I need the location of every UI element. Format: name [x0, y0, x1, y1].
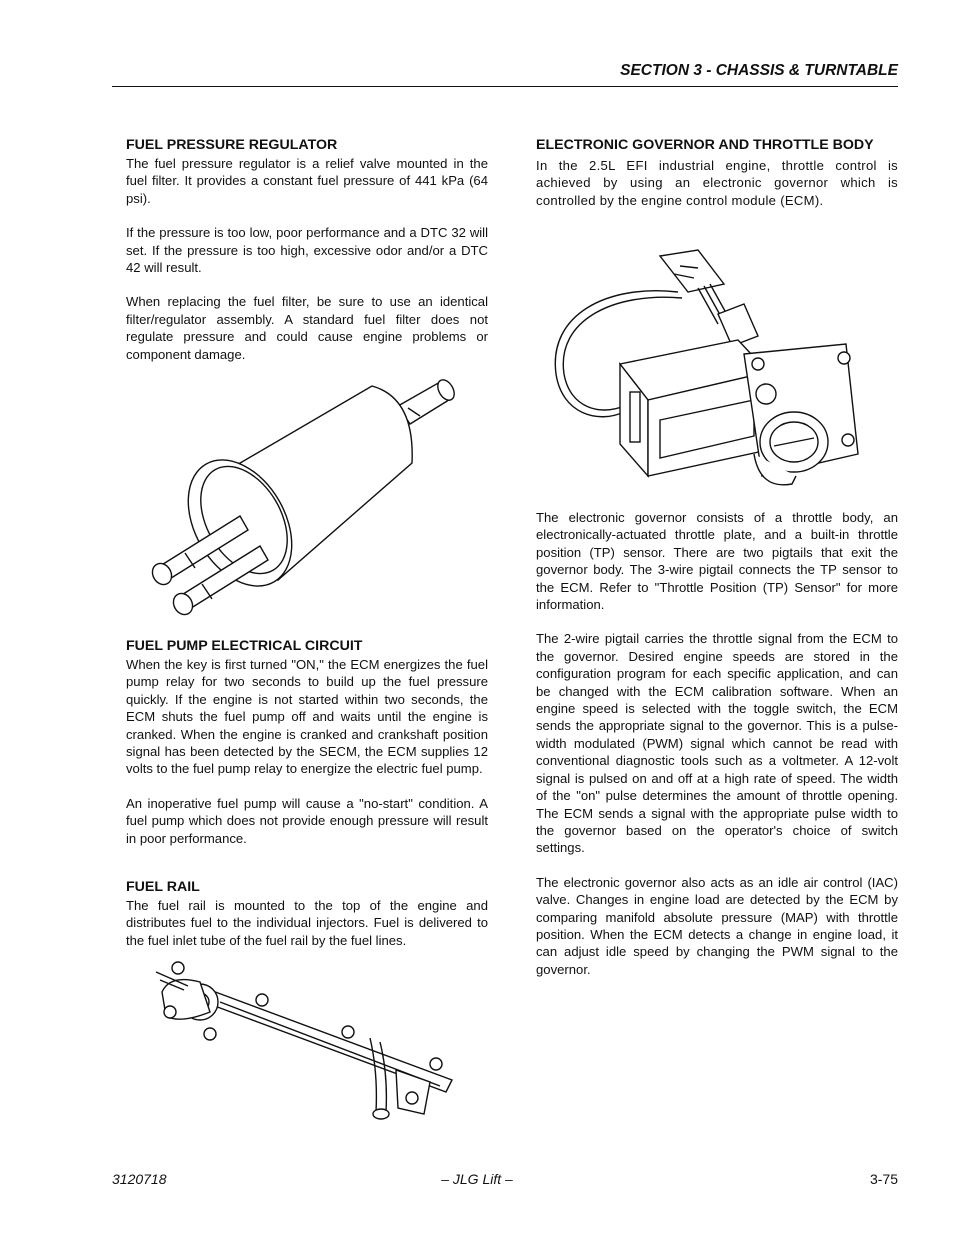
fuel-rail-illustration: [140, 962, 460, 1137]
paragraph: If the pressure is too low, poor performance and a DTC 32 will set. If the pressure is too high, excessive odor and/or a DTC 42 will result.: [126, 225, 488, 276]
fuel-pressure-regulator-section: [126, 136, 488, 363]
paragraph: In the 2.5L EFI industrial engine, throttle control is achieved by using an electronic governor which is controlled by the engine control module (ECM).: [536, 158, 898, 208]
governor-details: [536, 509, 898, 978]
governor-section: [536, 136, 898, 209]
publisher: – JLG Lift –: [441, 1171, 513, 1187]
governor-heading: ELECTRONIC GOVERNOR AND THROTTLE BODY: [536, 137, 874, 153]
paragraph: When the key is first turned "ON," the ECM energizes the fuel pump relay for two seconds to build up the fuel pressure quickly. If the engine is not started within two seconds, the ECM shuts the fuel pump off and waits until the engine is cranked. When the engine is cranked and crankshaft position signal has been detected by the SECM, the ECM supplies 12 volts to the fuel pump relay to energize the electric fuel pump.: [126, 657, 488, 777]
paragraph: The electronic governor consists of a throttle body, an electronically-actuated throttle plate, and a built-in throttle position (TP) sensor. There are two pigtails that exit the governor body. The 3-wire pigtail connects the TP sensor to the ECM. Refer to "Throttle Position (TP) Sensor" for more information.: [536, 510, 898, 613]
fuel-rail-section: [126, 878, 488, 949]
fuel-pump-circuit-heading: FUEL PUMP ELECTRICAL CIRCUIT: [126, 638, 363, 654]
fuel-pressure-regulator-heading: FUEL PRESSURE REGULATOR: [126, 137, 338, 153]
paragraph: The 2-wire pigtail carries the throttle signal from the ECM to the governor. Desired engine speeds are stored in the configuration program for each specific application, and can be changed with the ECM calibration software. When an engine speed is selected with the toggle switch, the ECM sends the appropriate signal to the governor. This is a pulse-width modulated (PWM) signal which cannot be read with conventional diagnostic tools such as a voltmeter. A 12-volt signal is pulsed on and off at a high rate of speed. The width of the "on" pulse determines the amount of throttle opening. The ECM sends a signal with the appropriate pulse width to the governor based on the operator's choice of switch settings.: [536, 631, 898, 856]
fuel-rail-heading: FUEL RAIL: [126, 879, 200, 895]
page-number: 3-75: [869, 1171, 898, 1187]
paragraph: An inoperative fuel pump will cause a "no-start" condition. A fuel pump which does not provide enough pressure will result in poor performance.: [126, 795, 488, 846]
paragraph: When replacing the fuel filter, be sure to use an identical filter/regulator assembly. A standard fuel filter does not regulate pressure and could cause engine problems or component damage.: [126, 294, 488, 362]
fuel-filter-illustration: [140, 368, 470, 628]
paragraph: The electronic governor also acts as an idle air control (IAC) valve. Changes in engine load are detected by the ECM by comparing manifold absolute pressure (MAP) with throttle position. When the ECM detects a change in engine load, it can adjust idle speed by changing the PWM signal to the governor.: [536, 874, 898, 977]
fuel-pump-circuit-section: [126, 637, 488, 847]
paragraph: The fuel rail is mounted to the top of the engine and distributes fuel to the individual injectors. Fuel is delivered to the fuel inlet tube of the fuel rail by the fuel lines.: [126, 898, 488, 948]
paragraph: The fuel pressure regulator is a relief valve mounted in the fuel filter. It provides a constant fuel pressure of 441 kPa (64 psi).: [126, 156, 488, 206]
doc-number: 3120718: [112, 1171, 167, 1187]
section-header: SECTION 3 - CHASSIS & TURNTABLE: [112, 62, 898, 87]
electronic-governor-illustration: [548, 244, 878, 499]
